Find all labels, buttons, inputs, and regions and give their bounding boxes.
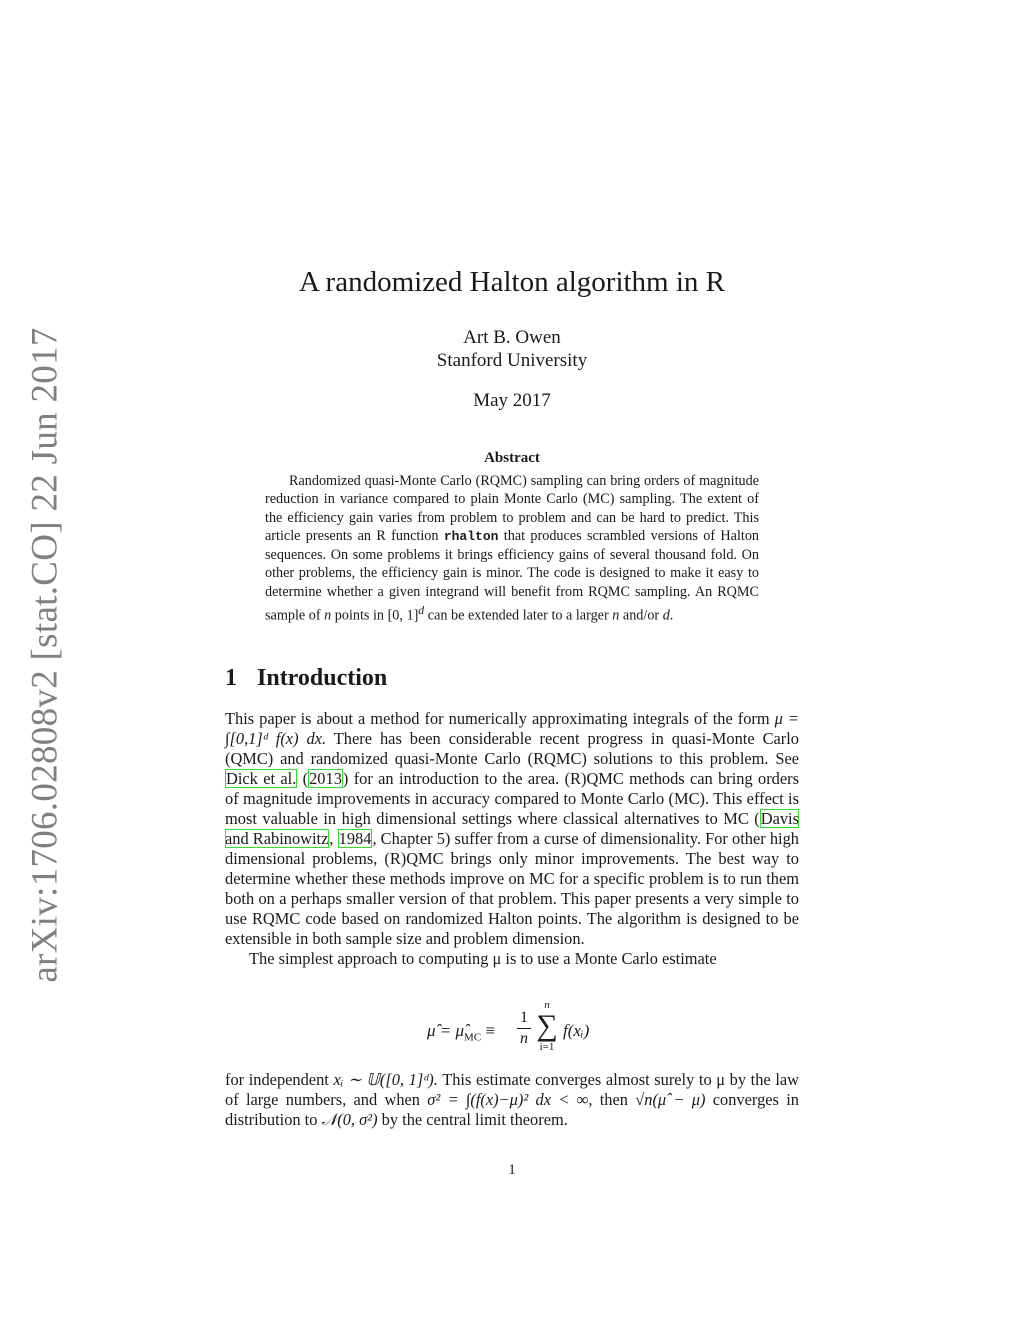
section-title: Introduction	[257, 665, 388, 691]
citation-link-dick-year[interactable]: 2013	[309, 769, 342, 788]
abstract-heading: Abstract	[484, 450, 540, 466]
summation-symbol: n ∑ i=1	[536, 999, 558, 1053]
page-number: 1	[508, 1162, 516, 1178]
integral-formula: μ = ∫[0,1]ᵈ f(x) dx.	[225, 709, 799, 748]
intro-paragraph-1: This paper is about a method for numerically approximating integrals of the form μ = ∫[0,1]ᵈ f(x) dx. There has been considerable recent progress in quasi-Monte Carlo (QMC) and randomized quasi-Monte Carlo (RQMC) solutions to this problem. See Dick et al. (2013) for an introduction to the area. (R)QMC methods can bring orders of magnitude improvements in accuracy compared to Monte Carlo (MC). This effect is most valuable in high dimensional settings where classical alternatives to MC (Davis and Rabinowitz, 1984, Chapter 5) suffer from a curse of dimensionality. For other high dimensional problems, (R)QMC brings only minor improvements. The best way to determine whether these methods improve on MC for a specific problem is to run them both on a perhaps smaller version of that problem. This paper presents a very simple to use RQMC code based on randomized Halton points. The algorithm is designed to be extensible in both sample size and problem dimension.	[225, 709, 799, 948]
citation-link-davis[interactable]: Davis and Rabinowitz	[225, 809, 799, 848]
equation-lhs: μ̂ = $\mû_{MC}$ ≡	[427, 1021, 496, 1044]
abstract-body	[265, 472, 759, 625]
citation-link-davis-year[interactable]: 1984	[338, 829, 372, 848]
abstract-paragraph: Randomized quasi-Monte Carlo (RQMC) sampling can bring orders of magnitude reduction in variance compared to plain Monte Carlo (MC) sampling. The extent of the efficiency gain varies from problem to problem and can be hard to predict. This article presents an R function rhalton that produces scrambled versions of Halton sequences. On some problems it brings efficiency gains of several thousand fold. On other problems, the efficiency gain is minor. The code is designed to make it easy to determine whether a given integrand will benefit from RQMC sampling. An RQMC sample of n points in [0, 1]$^d$ can be extended later to a larger n and/or d.	[265, 473, 760, 624]
equation-fraction: 1 n	[517, 1009, 531, 1048]
introduction-body	[225, 709, 799, 969]
intro-paragraph-2: The simplest approach to computing μ is to use a Monte Carlo estimate	[249, 949, 717, 968]
equation-rhs: f(xᵢ)	[563, 1021, 590, 1040]
section-heading-introduction	[225, 665, 387, 692]
author-affiliation: Stanford University	[436, 350, 588, 371]
paper-date: May 2017	[473, 390, 551, 411]
arxiv-sidebar	[18, 327, 73, 983]
citation-link-dick[interactable]: Dick et al.	[226, 769, 297, 788]
intro-paragraph-3: for independent xᵢ ∼ 𝕌([0, 1]ᵈ). This estimate converges almost surely to μ by the law of large numbers, and when σ² = ∫(f(x)−μ)² dx < ∞, then √n(μ̂ − μ) converges in distribution to 𝒩(0, σ²) by the central limit theorem.	[225, 1070, 799, 1129]
author-name: Art B. Owen	[463, 327, 561, 348]
monte-carlo-equation	[0, 999, 1024, 1061]
code-rhalton: rhalton	[443, 528, 499, 544]
arxiv-identifier: arXiv:1706.02808v2 [stat.CO] 22 Jun 2017	[24, 327, 66, 983]
section-number: 1	[225, 665, 237, 691]
paper-title: A randomized Halton algorithm in R	[298, 266, 726, 298]
